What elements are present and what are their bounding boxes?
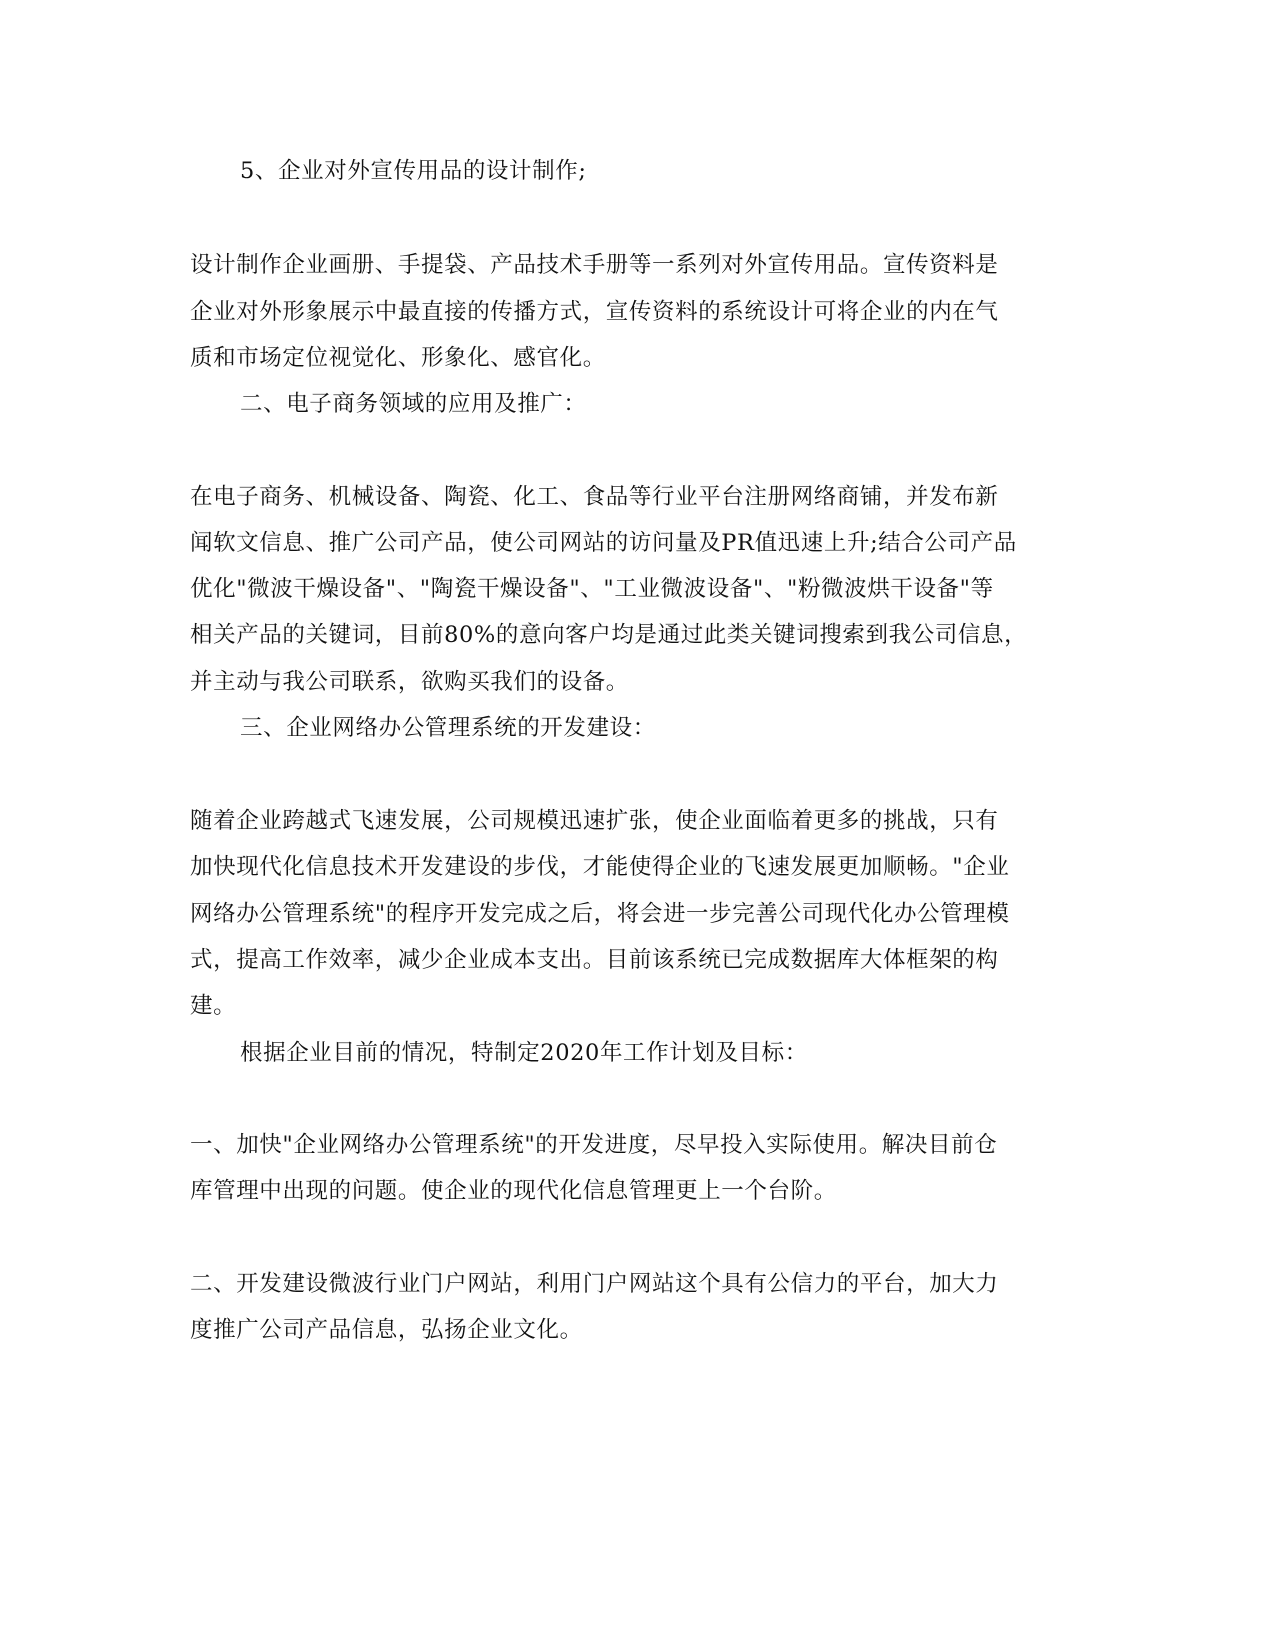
- section-heading-2: 二、电子商务领域的应用及推广：: [240, 391, 587, 417]
- goal-line: 库管理中出现的问题。使企业的现代化信息管理更上一个台阶。: [190, 1178, 837, 1204]
- goal-line: 度推广公司产品信息，弘扬企业文化。: [190, 1317, 583, 1343]
- paragraph-line: 优化"微波干燥设备"、"陶瓷干燥设备"、"工业微波设备"、"粉微波烘干设备"等: [190, 576, 994, 602]
- paragraph-line: 建。: [190, 993, 237, 1019]
- goal-line: 一、加快"企业网络办公管理系统"的开发进度，尽早投入实际使用。解决目前仓: [190, 1132, 998, 1158]
- paragraph-line: 质和市场定位视觉化、形象化、感官化。: [190, 345, 606, 371]
- paragraph-line: 并主动与我公司联系，欲购买我们的设备。: [190, 669, 629, 695]
- paragraph-line: 相关产品的关键词，目前80%的意向客户均是通过此类关键词搜索到我公司信息，: [190, 622, 1028, 648]
- paragraph-line: 在电子商务、机械设备、陶瓷、化工、食品等行业平台注册网络商铺，并发布新: [190, 484, 999, 510]
- goal-line: 二、开发建设微波行业门户网站，利用门户网站这个具有公信力的平台，加大力: [190, 1271, 999, 1297]
- paragraph-line: 加快现代化信息技术开发建设的步伐，才能使得企业的飞速发展更加顺畅。"企业: [190, 854, 1010, 880]
- plan-intro: 根据企业目前的情况，特制定2020年工作计划及目标：: [240, 1040, 808, 1066]
- section-5-heading: 5、企业对外宣传用品的设计制作;: [240, 158, 587, 184]
- section-heading-3: 三、企业网络办公管理系统的开发建设：: [240, 715, 656, 741]
- paragraph-line: 网络办公管理系统"的程序开发完成之后，将会进一步完善公司现代化办公管理模: [190, 901, 1010, 927]
- paragraph-line: 企业对外形象展示中最直接的传播方式，宣传资料的系统设计可将企业的内在气: [190, 299, 999, 325]
- paragraph-line: 设计制作企业画册、手提袋、产品技术手册等一系列对外宣传用品。宣传资料是: [190, 252, 999, 278]
- paragraph-line: 闻软文信息、推广公司产品，使公司网站的访问量及PR值迅速上升;结合公司产品: [190, 530, 1017, 556]
- paragraph-line: 随着企业跨越式飞速发展，公司规模迅速扩张，使企业面临着更多的挑战，只有: [190, 808, 999, 834]
- paragraph-line: 式，提高工作效率，减少企业成本支出。目前该系统已完成数据库大体框架的构: [190, 947, 999, 973]
